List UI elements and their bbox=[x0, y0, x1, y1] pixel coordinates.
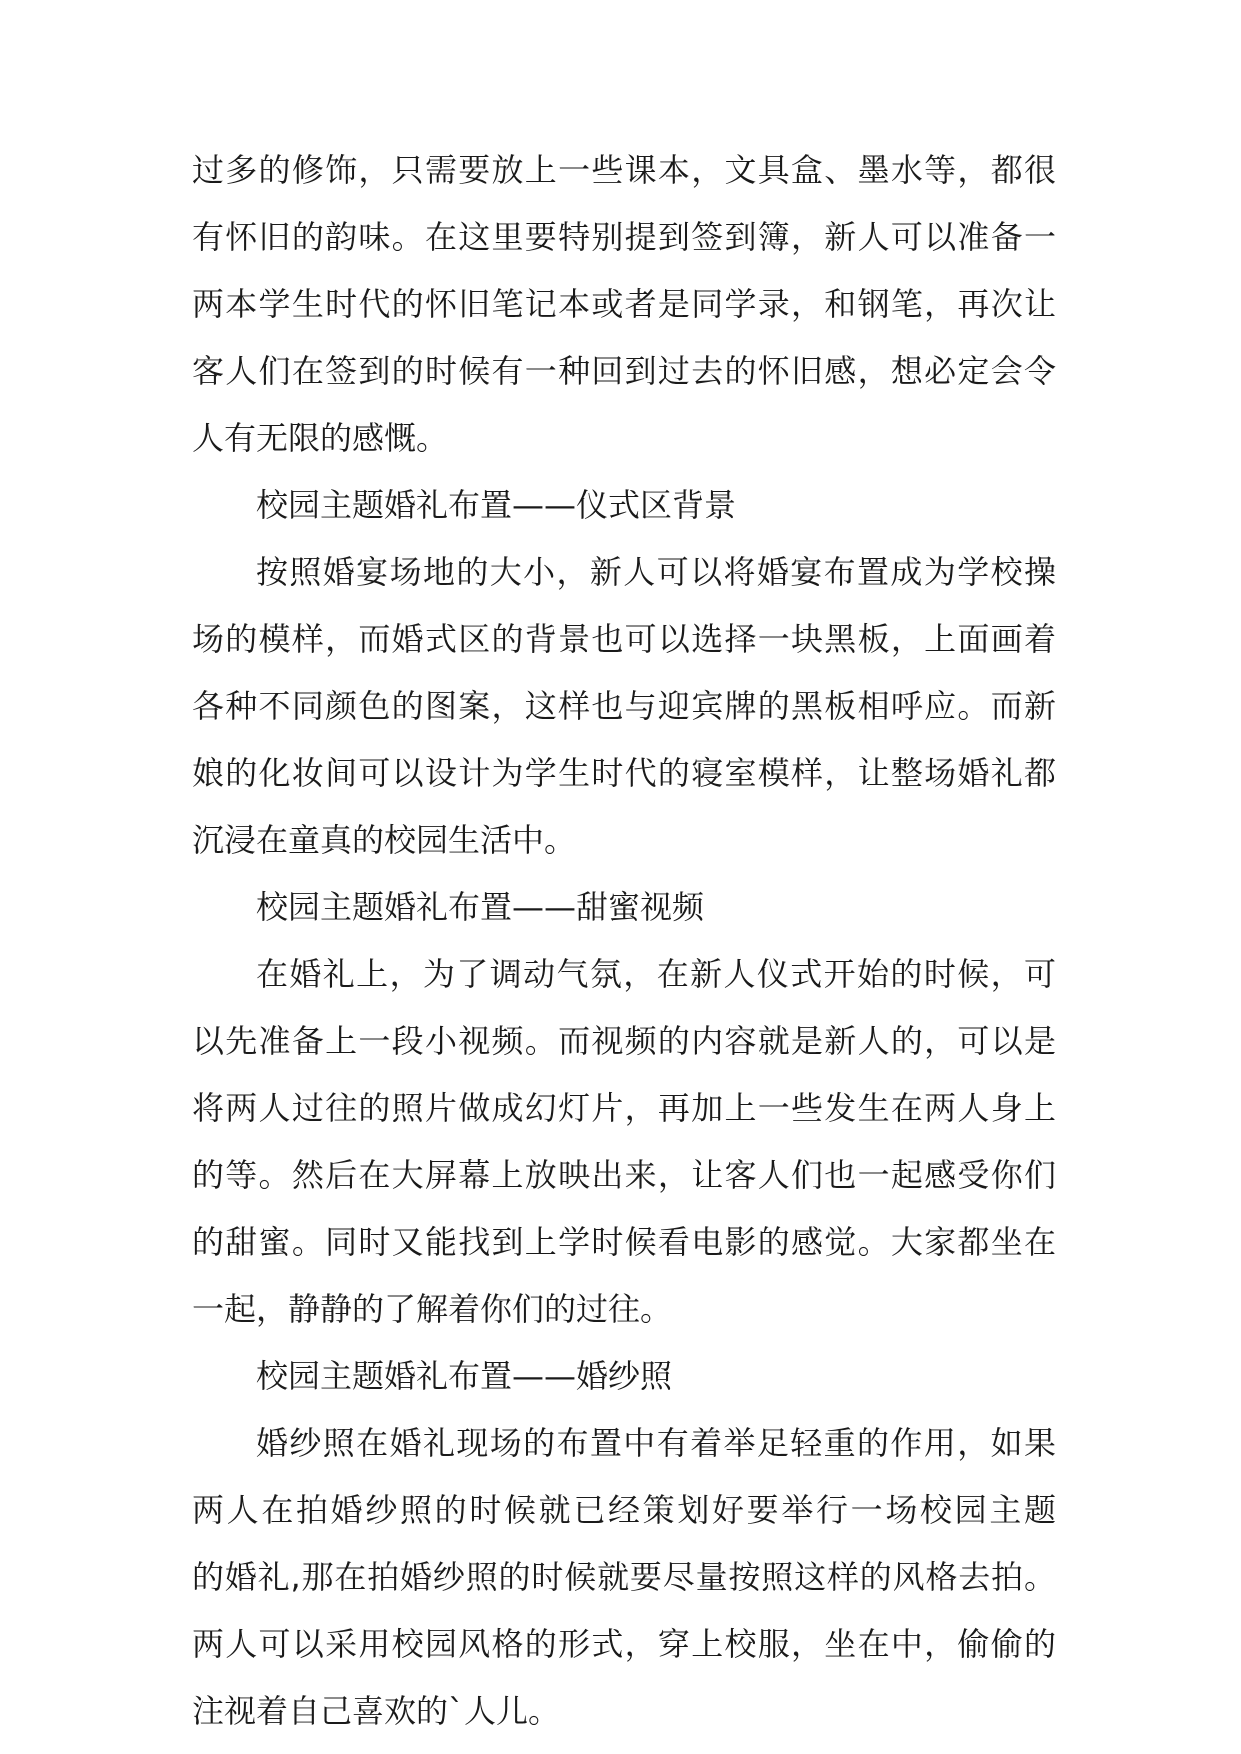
paragraph-line: 的甜蜜。同时又能找到上学时候看电影的感觉。大家都坐在 bbox=[192, 1223, 1056, 1261]
paragraph-line: 过多的修饰，只需要放上一些课本，文具盒、墨水等，都很 bbox=[192, 151, 1056, 189]
paragraph-line: 将两人过往的照片做成幻灯片，再加上一些发生在两人身上 bbox=[192, 1089, 1056, 1127]
paragraph-line: 的婚礼,那在拍婚纱照的时候就要尽量按照这样的风格去拍。 bbox=[192, 1558, 1056, 1596]
paragraph-line: 以先准备上一段小视频。而视频的内容就是新人的，可以是 bbox=[192, 1022, 1056, 1060]
section-heading: 校园主题婚礼布置——仪式区背景 bbox=[256, 486, 737, 524]
paragraph-line: 婚纱照在婚礼现场的布置中有着举足轻重的作用，如果 bbox=[256, 1424, 1056, 1462]
section-heading: 校园主题婚礼布置——甜蜜视频 bbox=[256, 888, 705, 926]
paragraph-line: 人有无限的感慨。 bbox=[192, 419, 449, 457]
paragraph-line: 注视着自己喜欢的`人儿。 bbox=[192, 1692, 561, 1730]
paragraph-line: 客人们在签到的时候有一种回到过去的怀旧感，想必定会令 bbox=[192, 352, 1056, 390]
paragraph-line: 两本学生时代的怀旧笔记本或者是同学录，和钢笔，再次让 bbox=[192, 285, 1056, 323]
paragraph-line: 各种不同颜色的图案，这样也与迎宾牌的黑板相呼应。而新 bbox=[192, 687, 1056, 725]
paragraph-line: 两人可以采用校园风格的形式，穿上校服，坐在中，偷偷的 bbox=[192, 1625, 1056, 1663]
paragraph-line: 的等。然后在大屏幕上放映出来，让客人们也一起感受你们 bbox=[192, 1156, 1056, 1194]
paragraph-line: 按照婚宴场地的大小，新人可以将婚宴布置成为学校操 bbox=[256, 553, 1056, 591]
paragraph-line: 两人在拍婚纱照的时候就已经策划好要举行一场校园主题 bbox=[192, 1491, 1056, 1529]
section-heading: 校园主题婚礼布置——婚纱照 bbox=[256, 1357, 673, 1395]
paragraph-line: 有怀旧的韵味。在这里要特别提到签到簿，新人可以准备一 bbox=[192, 218, 1056, 256]
paragraph-line: 场的模样，而婚式区的背景也可以选择一块黑板，上面画着 bbox=[192, 620, 1056, 658]
paragraph-line: 娘的化妆间可以设计为学生时代的寝室模样，让整场婚礼都 bbox=[192, 754, 1056, 792]
paragraph-line: 在婚礼上，为了调动气氛，在新人仪式开始的时候，可 bbox=[256, 955, 1056, 993]
paragraph-line: 一起，静静的了解着你们的过往。 bbox=[192, 1290, 673, 1328]
paragraph-line: 沉浸在童真的校园生活中。 bbox=[192, 821, 577, 859]
